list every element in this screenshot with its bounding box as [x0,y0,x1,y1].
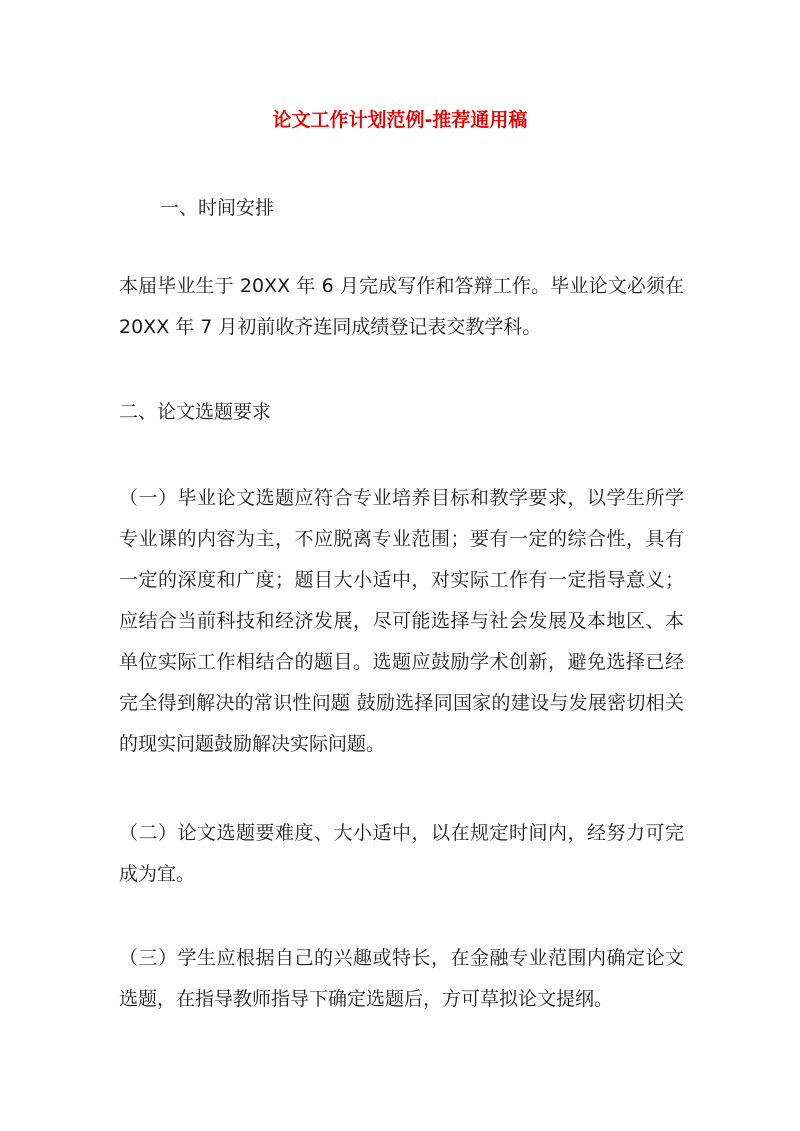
section-heading-topic-requirements: 二、论文选题要求 [119,401,272,423]
paragraph-requirement-2: （二）论文选题要难度、大小适中，以在规定时间内，经努力可完成为宜。 [119,822,684,885]
document-title: 论文工作计划范例-推荐通用稿 [272,109,528,131]
paragraph-requirement-1: （一）毕业论文选题应符合专业培养目标和教学要求，以学生所学专业课的内容为主，不应脱离专业范围；要有一定的综合性，具有一定的深度和广度；题目大小适中，对实际工作有一定指导意义；应结合当前科技和经济发展，尽可能选择与社会发展及本地区、本单位实际工作相结合的题目。选题应鼓励学术创新，避免选择已经完全得到解决的常识性问题 鼓励选择同国家的建设与发展密切相关的现实问题鼓励解决实际问题。 [119,487,684,755]
paragraph-time-schedule: 本届毕业生于 20XX 年 6 月完成写作和答辩工作。毕业论文必须在 20XX 年 7 月初前收齐连同成绩登记表交教学科。 [119,275,684,338]
section-heading-time-schedule: 一、时间安排 [160,197,275,219]
paragraph-requirement-3: （三）学生应根据自己的兴趣或特长，在金融专业范围内确定论文选题，在指导教师指导下确定选题后，方可草拟论文提纲。 [119,947,684,1010]
